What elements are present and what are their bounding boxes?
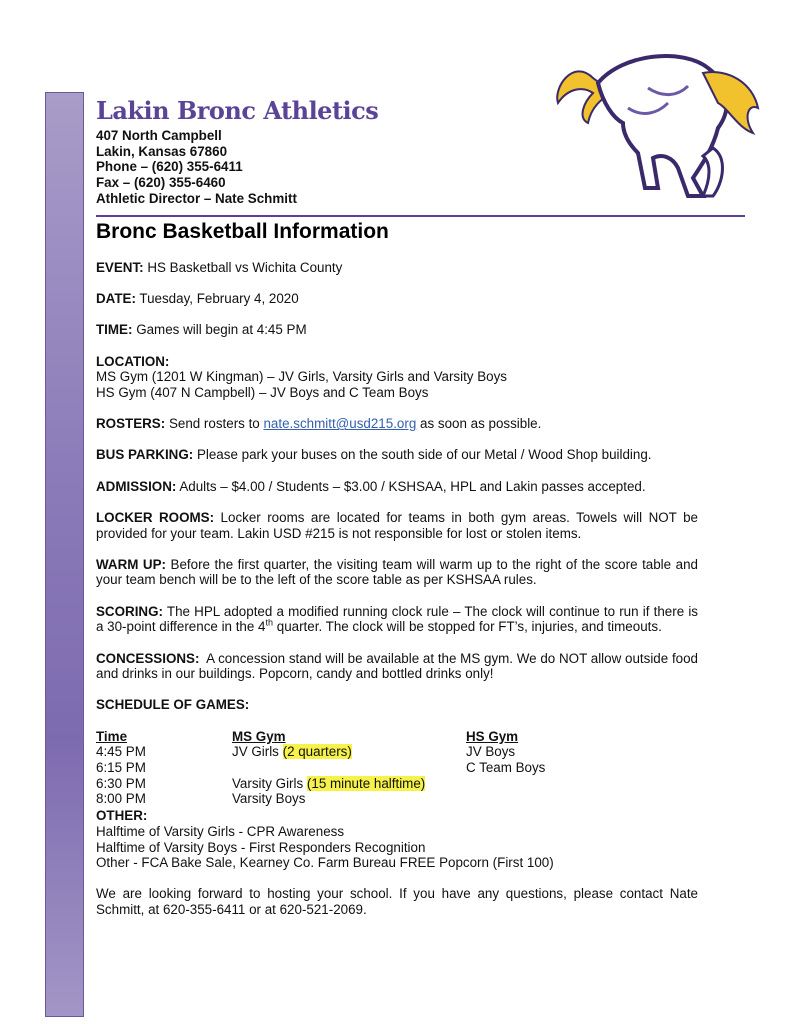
column-header-hs-gym: HS Gym	[466, 728, 519, 744]
date-paragraph	[96, 291, 698, 307]
ms-game: Varsity Boys	[232, 791, 306, 807]
concessions-text: A concession stand will be available at the MS gym. We do NOT allow outside food and drinks in our buildings. Popcorn, candy and bottled drinks only!	[96, 650, 698, 682]
date-text: Tuesday, February 4, 2020	[139, 291, 299, 307]
rosters-text-end: as soon as possible.	[420, 416, 542, 432]
hs-gym-column	[466, 729, 545, 776]
warm-up-label: WARM UP:	[96, 556, 166, 572]
page-title: Bronc Basketball Information	[96, 220, 389, 243]
ms-game-empty	[232, 760, 425, 776]
concessions-paragraph	[96, 651, 698, 682]
admission-text: Adults – $4.00 / Students – $3.00 / KSHSAA, HPL and Lakin passes accepted.	[179, 478, 646, 494]
scoring-superscript: th	[265, 617, 274, 628]
bronco-horse-icon	[553, 48, 763, 200]
fax-line: Fax – (620) 355-6460	[96, 175, 226, 191]
address-line: 407 North Campbell	[96, 128, 222, 143]
scoring-text: The HPL adopted a modified running clock rule – The clock will continue to run if there is a 30-point difference in the 4	[96, 603, 699, 635]
sidebar-band	[45, 92, 84, 1017]
closing-paragraph: We are looking forward to hosting your school. If you have any questions, please contact Nate Schmitt, at 620-355-6411 or at 620-521-2069.	[96, 886, 698, 918]
event-label: EVENT:	[96, 260, 144, 275]
ms-game	[232, 776, 425, 792]
letterhead	[96, 96, 378, 207]
schedule-time: 4:45 PM	[96, 744, 146, 760]
location-label: LOCATION:	[96, 353, 170, 369]
ms-game	[232, 744, 425, 760]
athletic-director-line: Athletic Director – Nate Schmitt	[96, 190, 297, 206]
locker-rooms-text: Locker rooms are located for teams in both gym areas. Towels will NOT be provided for your team. Lakin USD #215 is not responsible for lost or stolen items.	[96, 509, 698, 541]
admission-label: ADMISSION:	[96, 478, 177, 494]
scoring-label: SCORING:	[96, 603, 163, 619]
rosters-paragraph	[96, 416, 698, 432]
schedule-time: 6:30 PM	[96, 775, 146, 791]
ms-game-note: (2 quarters)	[282, 744, 352, 760]
locker-rooms-paragraph	[96, 510, 698, 541]
scoring-paragraph	[96, 604, 698, 635]
header-divider	[96, 215, 745, 217]
address-line: Lakin, Kansas 67860	[96, 143, 228, 159]
bus-parking-paragraph	[96, 447, 698, 463]
phone-line: Phone – (620) 355-6411	[96, 159, 243, 175]
scoring-text-end: quarter. The clock will be stopped for FT’s, injuries, and timeouts.	[276, 619, 662, 635]
time-label: TIME:	[96, 322, 133, 338]
other-line: Halftime of Varsity Boys - First Responders Recognition	[96, 839, 426, 855]
schedule-table	[96, 728, 698, 807]
rosters-label: ROSTERS:	[96, 416, 166, 432]
location-line: HS Gym (407 N Campbell) – JV Boys and C Team Boys	[96, 385, 429, 401]
column-header-time: Time	[96, 728, 128, 744]
ms-gym-column	[232, 729, 425, 807]
other-label: OTHER:	[96, 808, 148, 824]
other-line: Halftime of Varsity Girls - CPR Awareness	[96, 823, 345, 839]
hs-game: JV Boys	[466, 744, 516, 760]
locker-rooms-label: LOCKER ROOMS:	[96, 509, 215, 525]
column-header-ms-gym: MS Gym	[232, 728, 286, 744]
document-body	[96, 260, 698, 933]
event-paragraph	[96, 260, 698, 276]
rosters-text: Send rosters to	[168, 416, 260, 432]
schedule-time: 8:00 PM	[96, 791, 146, 807]
ms-game-name: Varsity Girls	[232, 775, 304, 791]
schedule-time: 6:15 PM	[96, 760, 146, 776]
ms-game-note: (15 minute halftime)	[306, 775, 426, 791]
location-line: MS Gym (1201 W Kingman) – JV Girls, Varsity Girls and Varsity Boys	[96, 369, 507, 385]
schedule-heading-text: SCHEDULE OF GAMES:	[96, 697, 250, 713]
other-paragraph	[96, 808, 698, 871]
time-text: Games will begin at 4:45 PM	[136, 322, 307, 338]
org-name: Lakin Bronc Athletics	[96, 96, 379, 125]
time-column	[96, 729, 146, 807]
concessions-label: CONCESSIONS:	[96, 650, 200, 666]
time-paragraph	[96, 322, 698, 338]
schedule-heading	[96, 697, 698, 713]
warm-up-text: Before the first quarter, the visiting team will warm up to the right of the score table and your team bench will be to the left of the score table as per KSHSAA rules.	[96, 556, 698, 588]
hs-game: C Team Boys	[466, 760, 546, 776]
other-line: Other - FCA Bake Sale, Kearney Co. Farm Bureau FREE Popcorn (First 100)	[96, 855, 554, 871]
date-label: DATE:	[96, 291, 136, 307]
bus-parking-label: BUS PARKING:	[96, 447, 194, 463]
event-text: HS Basketball vs Wichita County	[147, 260, 343, 275]
location-paragraph	[96, 354, 698, 401]
warm-up-paragraph	[96, 557, 698, 588]
bus-parking-text: Please park your buses on the south side of our Metal / Wood Shop building.	[196, 447, 652, 463]
email-link[interactable]: nate.schmitt@usd215.org	[263, 416, 417, 432]
admission-paragraph	[96, 479, 698, 495]
ms-game-name: JV Girls	[232, 744, 279, 760]
